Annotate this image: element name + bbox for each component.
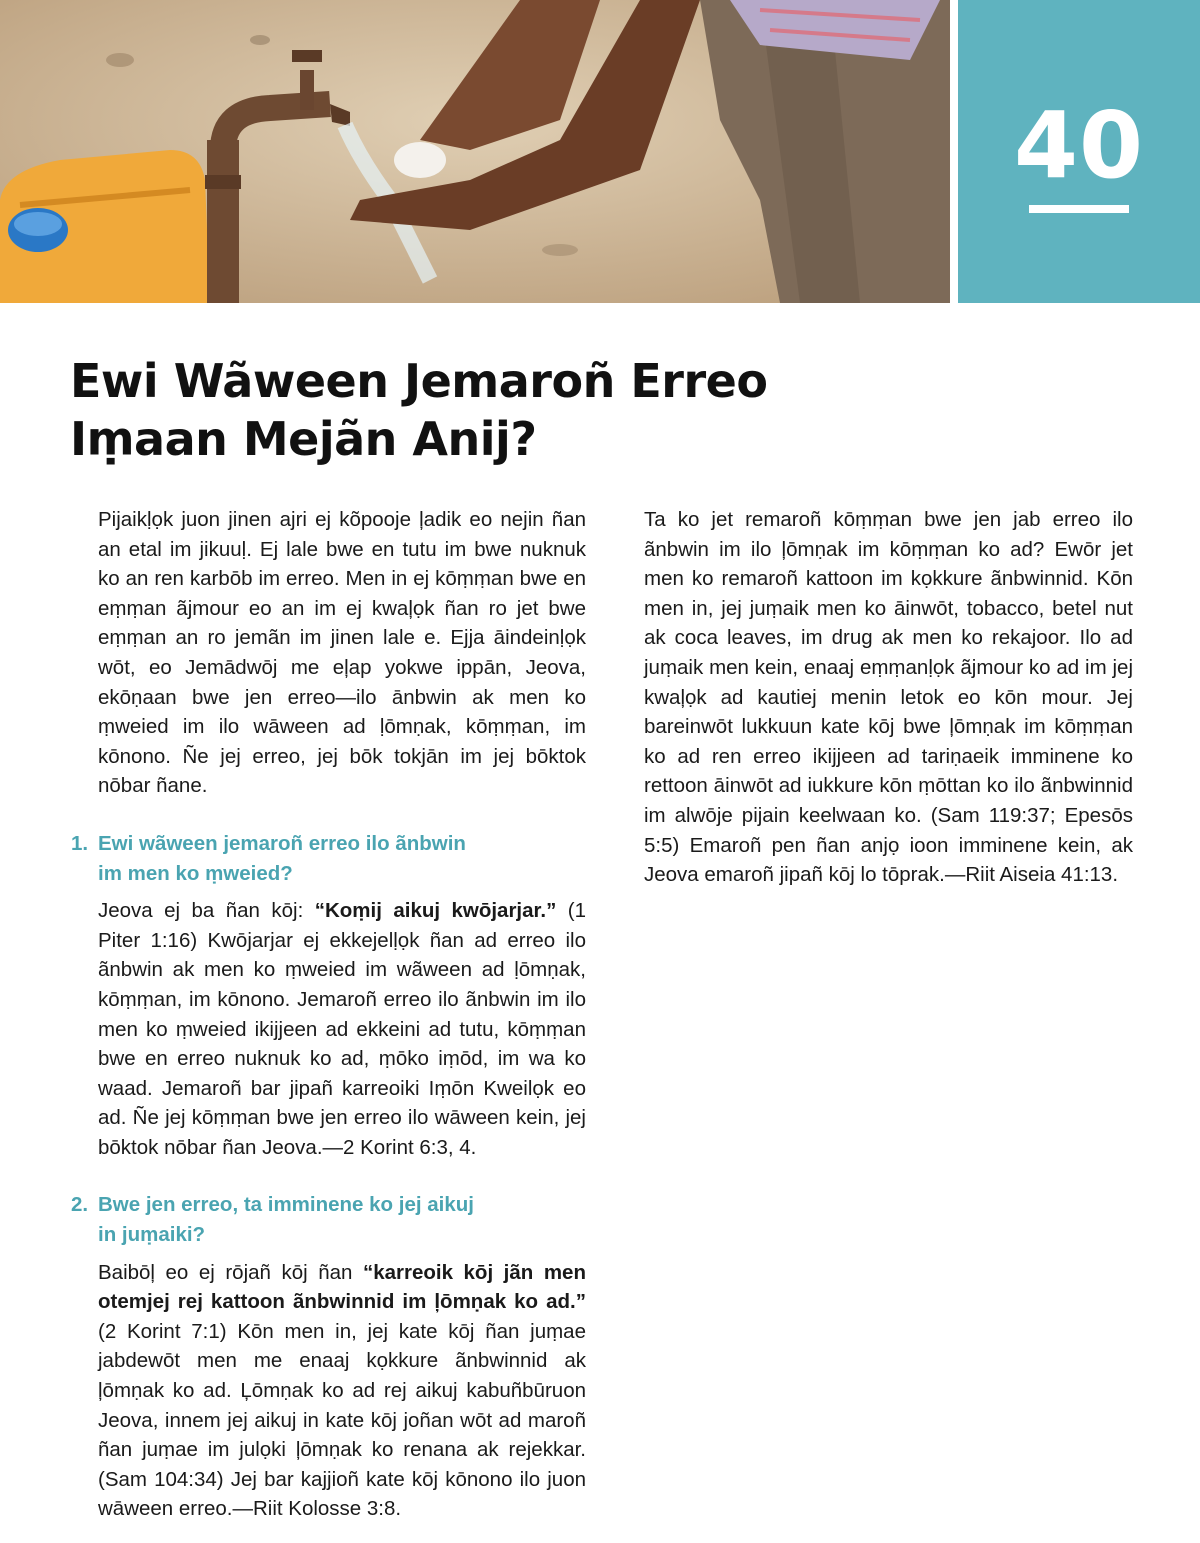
badge-divider <box>1029 205 1129 213</box>
question-2-number: 2. <box>71 1193 89 1217</box>
question-1-line-1: Ewi wãween jemaroñ erreo ilo ãnbwin <box>98 831 466 855</box>
q2-text-rest: (2 Korint 7:1) Kōn men in, jej kate kōj ñan juṃae jabdewōt men me enaaj kọkkure ãnbwinnid ak ļōmṇak ko ad. Ļōmṇak ko ad rej aikuj kabuñbūruon Jeova, innem jej aikuj in kate kōj joñan wōt ad maroñ ñan juṃae im julọki ļōmṇak ko renana ak rejekkar. (Sam 104:34) Jej bar kajjioñ kate kōj kōnono ilo juon wāween erreo.—Riit Kolosse 3:8. <box>98 1319 586 1521</box>
right-column <box>644 505 1133 898</box>
question-2-heading <box>71 1190 586 1249</box>
q1-text-start: Jeova ej ba ñan kōj: <box>98 899 315 923</box>
question-1-paragraph <box>98 896 586 1162</box>
q1-scripture-quote: “Koṃij aikuj kwōjarjar.” <box>314 899 557 923</box>
hero-photo <box>0 0 950 303</box>
q2-scripture-quote: “karreoik kōj jãn men otemjej rej kattoon ãnbwinnid im ļōmṇak ko ad.” <box>98 1260 586 1314</box>
question-2-line-1: Bwe jen erreo, ta imminene ko jej aikuj <box>98 1193 474 1217</box>
page-title <box>70 352 830 468</box>
question-2-paragraph <box>98 1258 586 1524</box>
handwashing-photo-icon <box>0 0 950 303</box>
q2-text-start: Baibōļ eo ej rōjañ kōj ñan <box>98 1260 363 1284</box>
question-1-line-2: im men ko ṃweied? <box>98 861 293 885</box>
lesson-number-badge <box>958 0 1200 303</box>
q1-text-rest: (1 Piter 1:16) Kwōjarjar ej ekkejelḷọk ñan ad erreo ilo ãnbwin ak men ko ṃweied im wãween ad ḷōmṇak, kōṃṃan, im kōnono. Jemaroñ erreo ilo ãnbwin im ilo men ko ṃweied ikijjeen ad ekkeini ad tutu, kōṃṃan bwe en erreo nuknuk ko ad, ṃōko iṃōd, im wa ko waad. Jemaroñ bar jipañ karreoiki Iṃōn Kweilọk eo ad. Ñe jej kōṃṃan bwe jen erreo ilo wāween kein, jej bōktok nōbar ñan Jeova.—2 Korint 6:3, 4. <box>98 899 586 1159</box>
lesson-number: 40 <box>1013 92 1145 199</box>
final-paragraph: Ta ko jet remaroñ kōṃṃan bwe jen jab erreo ilo ãnbwin im ilo ļōmṇak im kōṃṃan ko ad? Ewōr jet men ko remaroñ kattoon im kọkkure ãnbwinnid. Kōn men in, jej juṃaik men ko āinwōt, tobacco, betel nut ak coca leaves, im drug ak men ko rekajoor. Ilo ad juṃaik men kein, enaaj eṃṃanḷọk ãjmour ko ad im jej kwaļọk ad kautiej menin letok eo kōn mour. Jej bareinwōt lukkuun kate kōj bwe ļōmṇak im kōṃṃan ko ad ren erreo ikijjeen ad tariṇaeik imminene ko rettoon āinwōt ad iukkure kōn ṃōttan ko ilo ãnbwinnid im alwōje pijain keelwaan ko. (Sam 119:37; Epesōs 5:5) Emaroñ pen ñan anjọ ioon imminene kein, ak Jeova emaroñ jipañ kōj lo tōprak.—Riit Aiseia 41:13. <box>644 508 1133 887</box>
question-1-heading <box>71 829 586 888</box>
question-2-line-2: in juṃaiki? <box>98 1223 206 1247</box>
intro-paragraph: Pijaikḷọk juon jinen ajri ej kõpooje ļadik eo nejin ñan an etal im jikuuḷ. Ej lale bwe en tutu im bwe nuknuk ko an ren karbōb im erreo. Men in ej kōṃṃan bwe en eṃṃan ãjmour eo an im ej kwaļọk ñan ro jet bwe eṃṃan an ro jemãn im jinen lale e. Ejja āindeinḷọk wōt, eo Jemādwōj me eļap yokwe ippān, Jeova, ekōṇaan bwe jen erreo—ilo ānbwin ak men ko ṃweied im ilo wāween ad ḷōmṇak, kōṃṃan, im kōnono. Ñe jej erreo, jej bōk tokjān im jej bōktok nōbar ñane. <box>98 508 586 798</box>
title-line-2: Iṃaan Mejãn Anij? <box>70 412 537 466</box>
question-1-number: 1. <box>71 831 89 855</box>
title-line-1: Ewi Wãween Jemaroñ Erreo <box>70 354 768 408</box>
left-column <box>71 505 586 1532</box>
